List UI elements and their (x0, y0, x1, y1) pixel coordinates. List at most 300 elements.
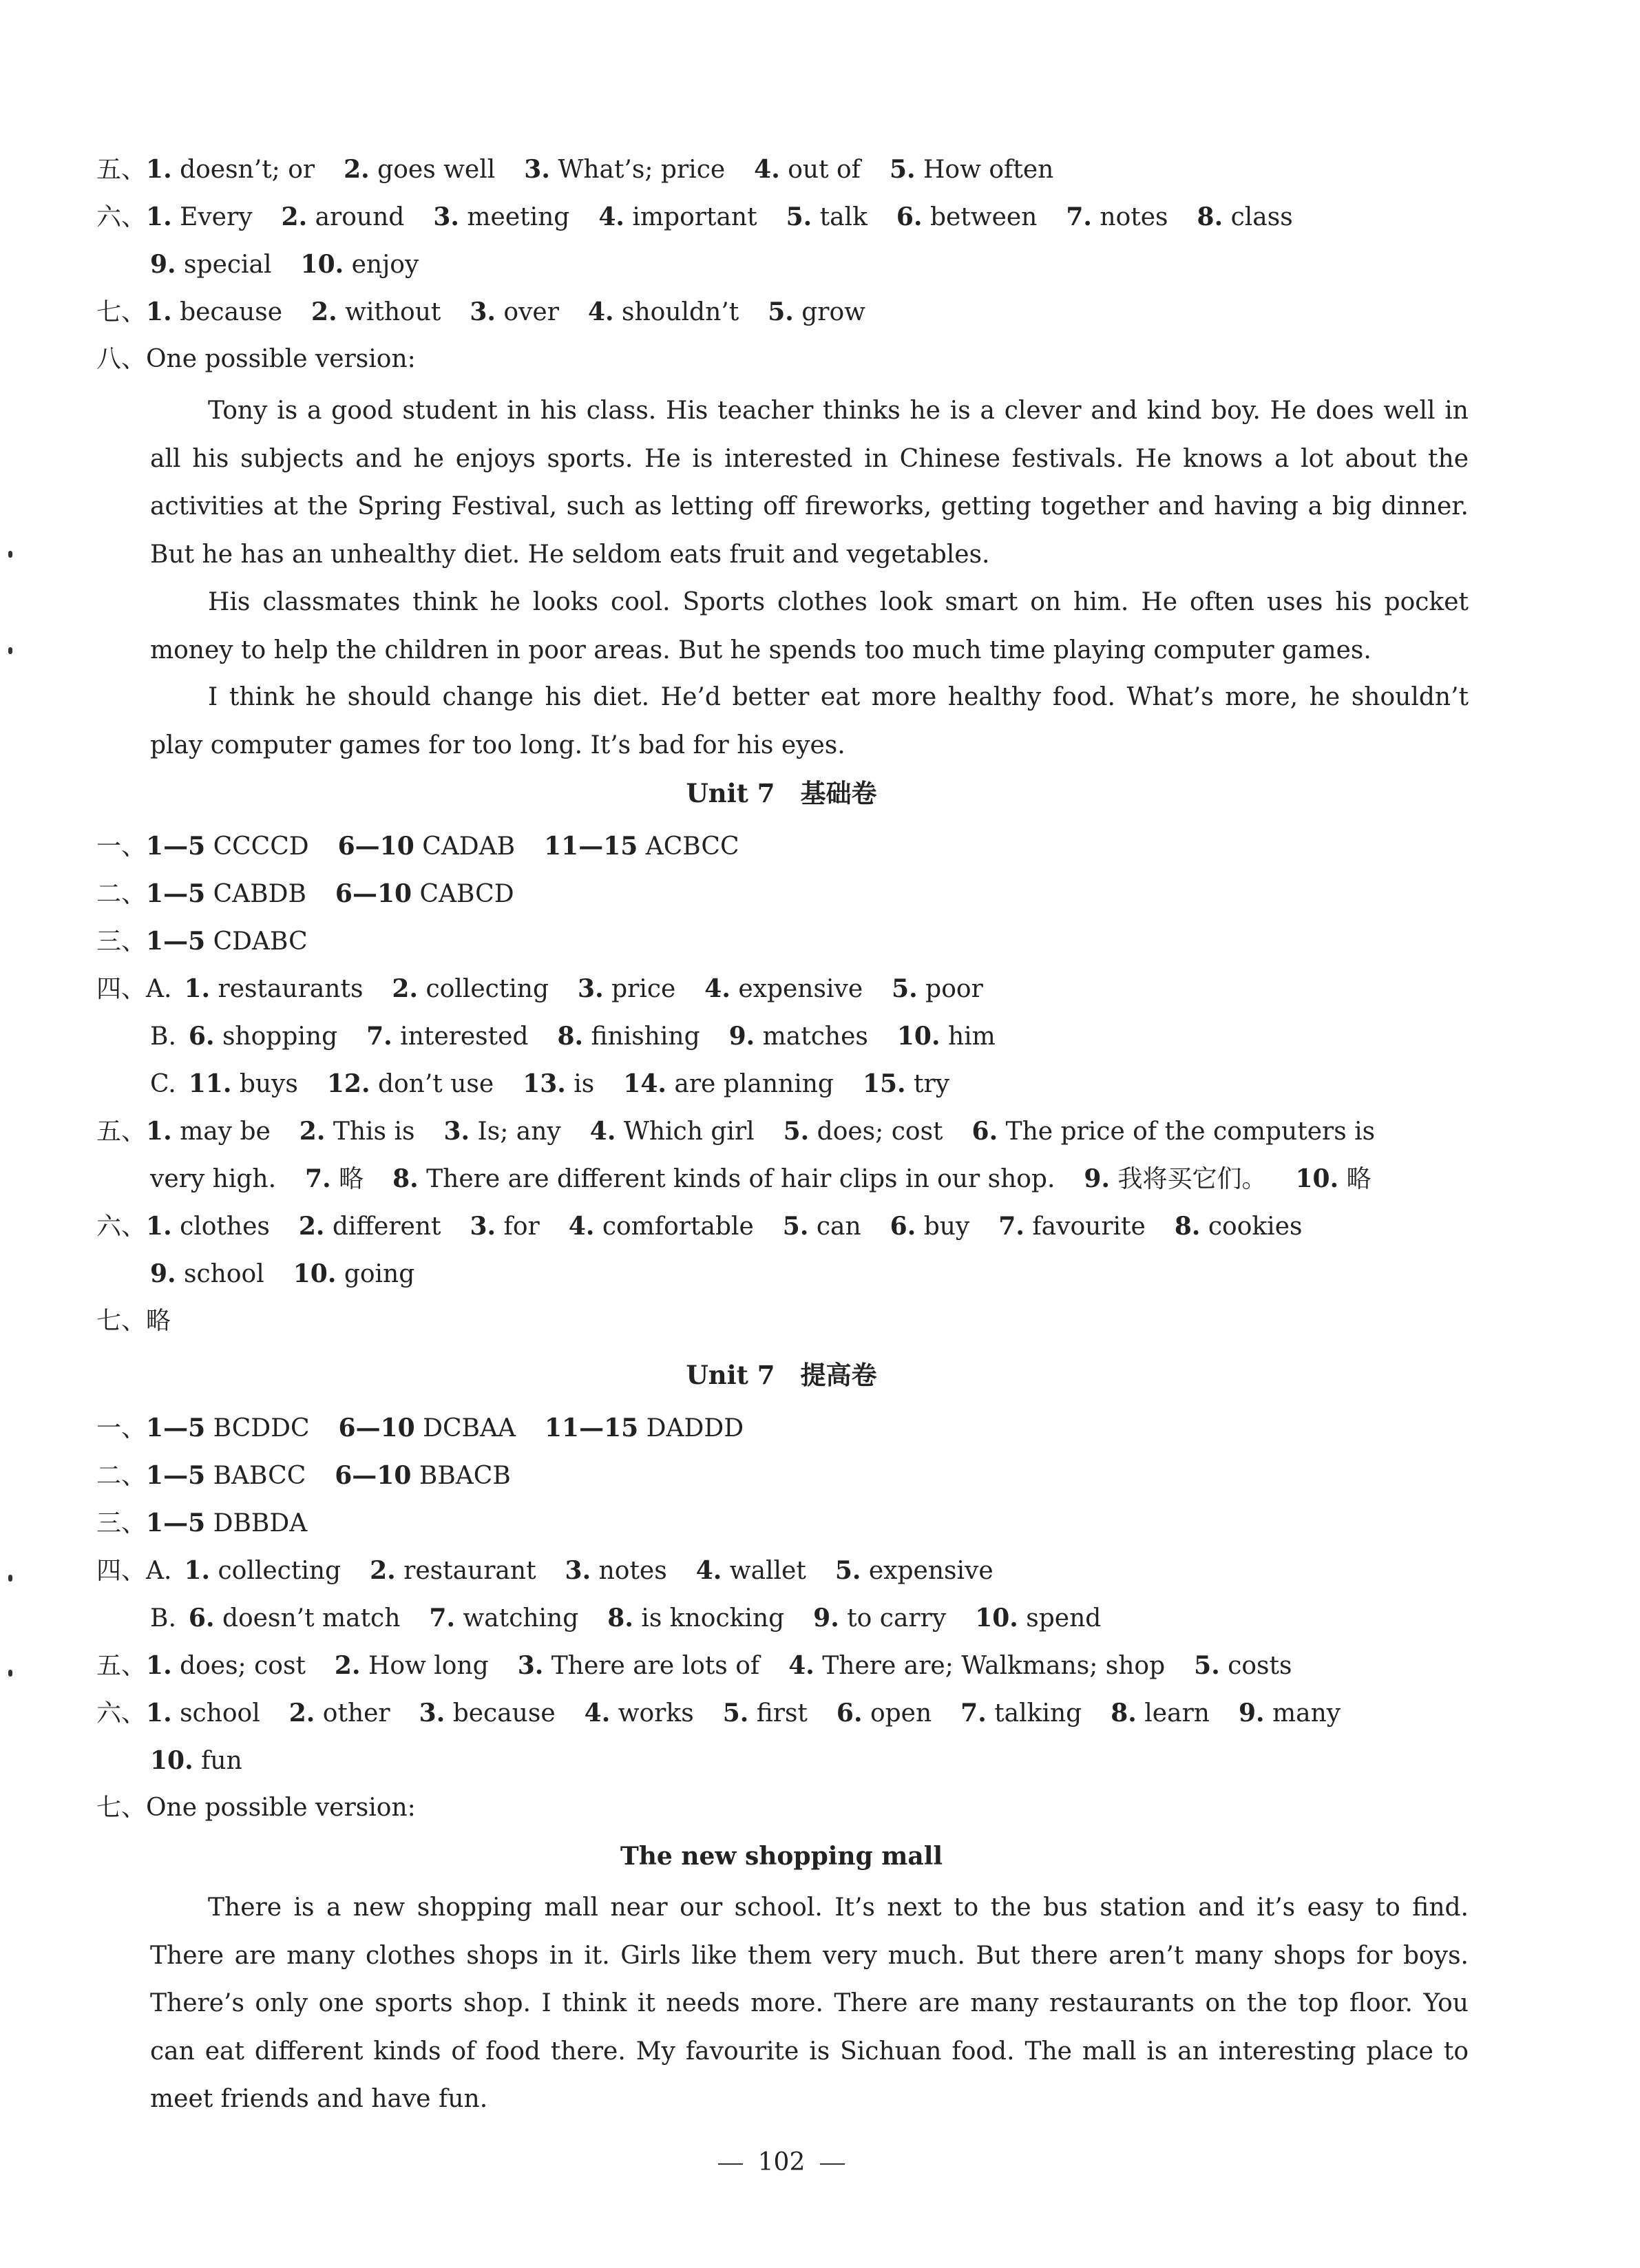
answer-item (1084, 1165, 1266, 1193)
answer-text: interested (400, 1022, 529, 1051)
answer-text: 略 (339, 1165, 364, 1193)
answer-item (146, 156, 315, 184)
answer-number: 10. (150, 1746, 193, 1775)
answer-text: does; cost (817, 1117, 943, 1146)
answer-number: 5. (782, 1212, 809, 1241)
answer-number: 14. (623, 1069, 666, 1098)
answer-text: school (184, 1260, 264, 1288)
answer-item (146, 1117, 271, 1146)
answer-number: 10. (896, 1022, 940, 1051)
answer-item (305, 1165, 364, 1193)
answer-text: goes well (377, 156, 496, 184)
answer-text: Which girl (623, 1117, 755, 1146)
answer-text: between (929, 203, 1038, 231)
section-label: 三、 (96, 1509, 147, 1537)
answer-text: spend (1026, 1604, 1102, 1632)
answer-text: expensive (738, 975, 863, 1003)
answer-item (189, 1604, 401, 1632)
answer-item (429, 1604, 578, 1632)
answer-text: DCBAA (423, 1414, 516, 1442)
answer-number: 10. (975, 1604, 1018, 1632)
answer-text: buy (923, 1212, 970, 1241)
answer-item (972, 1117, 1376, 1146)
answer-number: 1. (146, 1212, 172, 1241)
answer-text: are planning (674, 1070, 834, 1098)
answer-number: 2. (311, 297, 337, 326)
b-s1 (96, 832, 1473, 861)
answer-text: talk (819, 203, 868, 231)
answer-number: 1—5 (146, 879, 206, 908)
answer-item (146, 1652, 306, 1680)
c-s4-a: 四、A. 1. collecting 2. restaurant 3. notes 4. wallet 5. expensive (96, 1556, 994, 1585)
answer-item (565, 1557, 667, 1585)
answer-text: watching (463, 1604, 579, 1632)
footer-dash-right (820, 2163, 845, 2165)
answer-number: 5. (1194, 1651, 1220, 1680)
essay-paragraph-3: I think he should change his diet. He’d better eat more healthy food. What’s more, he shouldn’t play computer games for too long. It’s bad for his eyes. (150, 683, 1469, 759)
answer-text: special (184, 251, 272, 279)
section-label: 五、 (96, 156, 147, 184)
answer-item (585, 1699, 694, 1728)
answer-number: 7. (960, 1699, 987, 1728)
section-label: 八、 (96, 345, 147, 373)
answer-item (696, 1557, 806, 1585)
answer-number: 3. (470, 1212, 496, 1241)
answer-item (813, 1604, 946, 1632)
answer-item (784, 1117, 943, 1146)
answer-item (150, 1747, 242, 1775)
answer-item (189, 1022, 337, 1051)
answer-number: 9. (728, 1022, 755, 1051)
answer-item (146, 927, 308, 956)
answer-text: try (914, 1070, 950, 1098)
unit7-advanced-title: Unit 7 提高卷 (686, 1360, 877, 1390)
answer-text: because (180, 298, 283, 326)
answer-number: 3. (470, 297, 496, 326)
answer-item (311, 298, 441, 326)
b-s5 (96, 1117, 1473, 1146)
answer-text: is (574, 1070, 595, 1098)
answer-number: 9. (813, 1604, 839, 1632)
answer-text: There are lots of (551, 1652, 760, 1680)
answer-item (184, 975, 363, 1003)
answer-number: 1—5 (146, 832, 206, 861)
section-label: 五、 (96, 1652, 147, 1680)
answer-item (863, 1070, 949, 1098)
answer-text: talking (994, 1699, 1082, 1728)
answer-item (1111, 1699, 1210, 1728)
answer-number: 5. (889, 155, 916, 184)
answer-text: other (322, 1699, 390, 1728)
a-s8 (96, 346, 1473, 373)
b-s2 (96, 880, 1473, 908)
answer-number: 1—5 (146, 927, 206, 956)
c-s2 (96, 1462, 1473, 1490)
answer-number: 7. (1066, 202, 1092, 231)
footer-dash-left (718, 2163, 743, 2165)
answer-number: 3. (578, 974, 604, 1003)
answer-number: 6—10 (338, 1414, 415, 1442)
answer-item (1175, 1212, 1303, 1241)
answer-number: 1. (146, 1117, 172, 1146)
answer-number: 12. (326, 1069, 370, 1098)
answer-item (338, 832, 515, 861)
answer-item (146, 1462, 306, 1490)
answer-text: first (756, 1699, 808, 1728)
answer-item (1239, 1699, 1341, 1728)
answer-number: 11. (188, 1069, 232, 1098)
answer-item (293, 1260, 415, 1288)
answer-item (189, 1070, 298, 1098)
answer-number: 2. (370, 1556, 396, 1585)
answer-number: 3. (565, 1556, 591, 1585)
answer-item (1194, 1652, 1292, 1680)
answer-item (146, 1212, 270, 1241)
answer-item (301, 251, 419, 279)
answer-number: 3. (517, 1651, 544, 1680)
answer-number: 4. (589, 1117, 616, 1146)
answer-text: fun (201, 1747, 242, 1775)
section-label: 六、 (96, 1699, 147, 1728)
answer-item (598, 203, 757, 231)
page-footer (0, 2149, 1563, 2176)
answer-number: 9. (1238, 1699, 1265, 1728)
answer-number: 6. (188, 1022, 215, 1051)
answer-text: over (503, 298, 559, 326)
a-s6-cont (150, 251, 1527, 279)
section-label: 二、 (96, 880, 147, 908)
answer-number: 6—10 (335, 1461, 412, 1490)
answer-number: 4. (587, 297, 614, 326)
answer-item (366, 1022, 528, 1051)
answer-item (998, 1212, 1146, 1241)
answer-item (150, 1260, 264, 1288)
answer-item (282, 203, 405, 231)
answer-text: is knocking (641, 1604, 785, 1632)
answer-text: him (947, 1022, 996, 1051)
answer-text: for (503, 1212, 540, 1241)
answer-text: learn (1144, 1699, 1210, 1728)
answer-text: buys (239, 1070, 298, 1098)
answer-item (837, 1699, 932, 1728)
answer-text: 我将买它们。 (1117, 1165, 1267, 1193)
answer-text: going (344, 1260, 415, 1288)
answer-number: 11—15 (545, 1414, 639, 1442)
answer-number: 8. (1174, 1212, 1201, 1241)
answer-number: 4. (788, 1651, 814, 1680)
answer-item (146, 1414, 310, 1442)
answer-item (335, 1462, 511, 1490)
b-s6-cont (150, 1260, 1527, 1288)
section-label: 六、 (96, 1212, 147, 1241)
answer-item (299, 1212, 441, 1241)
essay-intro: One possible version: (146, 1794, 416, 1822)
answer-item (289, 1699, 390, 1728)
answer-text: shouldn’t (622, 298, 739, 326)
answer-text: works (618, 1699, 694, 1728)
answer-text: DBBDA (213, 1509, 308, 1537)
answer-item (433, 203, 569, 231)
answer-text: comfortable (602, 1212, 754, 1241)
answer-number: 3. (443, 1117, 470, 1146)
answer-text: class (1230, 203, 1293, 231)
answer-number: 1—5 (146, 1461, 206, 1490)
answer-item (335, 1652, 489, 1680)
answer-item (146, 1509, 307, 1537)
answer-item (545, 1414, 744, 1442)
answer-text: How often (923, 156, 1054, 184)
answer-text: very high. (150, 1165, 277, 1193)
answer-number: 7. (366, 1022, 392, 1051)
answer-item (150, 1165, 276, 1193)
answer-item (786, 203, 868, 231)
answer-text: CCCCD (213, 832, 309, 861)
answer-item (1295, 1165, 1371, 1193)
section-label: 二、 (96, 1462, 147, 1490)
c-s1 (96, 1414, 1473, 1442)
answer-text: CABCD (419, 880, 514, 908)
answer-number: 1. (184, 974, 211, 1003)
answer-text: wallet (729, 1557, 806, 1585)
answer-text: ACBCC (645, 832, 739, 861)
answer-text: cookies (1208, 1212, 1303, 1241)
page-number: 102 (757, 2148, 806, 2176)
answer-text: CABDB (213, 880, 306, 908)
answer-item (150, 251, 272, 279)
answer-text: BABCC (213, 1462, 306, 1490)
answer-item (1066, 203, 1168, 231)
answer-item (544, 832, 739, 861)
answer-number: 1. (146, 1699, 172, 1728)
answer-text: DADDD (646, 1414, 744, 1442)
answer-text: Every (180, 203, 253, 231)
answer-number: 9. (1084, 1164, 1111, 1193)
answer-text: restaurant (403, 1557, 536, 1585)
answer-number: 4. (568, 1212, 595, 1241)
answer-number: 2. (298, 1212, 325, 1241)
answer-text: out of (788, 156, 861, 184)
answer-text: Is; any (477, 1117, 561, 1146)
b-s4-a: 四、A. 1. restaurants 2. collecting 3. price 4. expensive 5. poor (96, 974, 983, 1003)
answer-number: 3. (524, 155, 550, 184)
answer-number: 5. (768, 297, 794, 326)
section-label: 一、 (96, 1414, 147, 1442)
answer-text: costs (1228, 1652, 1292, 1680)
answer-text: poor (925, 975, 983, 1003)
essay-title: The new shopping mall (620, 1842, 943, 1871)
b-s5-cont (150, 1165, 1527, 1193)
answer-item (960, 1699, 1082, 1728)
answer-number: 3. (419, 1699, 445, 1728)
answer-item (729, 1022, 868, 1051)
answer-item (1197, 203, 1293, 231)
answer-item (557, 1022, 700, 1051)
answer-item (835, 1557, 994, 1585)
answer-item (723, 1699, 808, 1728)
answer-item (299, 1117, 415, 1146)
answer-text: important (632, 203, 757, 231)
b-s4-b: B. 6. shopping 7. interested 8. finishing 9. matches 10. him (150, 1022, 996, 1051)
answer-item (897, 1022, 996, 1051)
answer-number: 6. (836, 1699, 863, 1728)
answer-text: different (332, 1212, 441, 1241)
answer-item (419, 1699, 556, 1728)
answer-item (339, 1414, 516, 1442)
answer-number: 7. (305, 1164, 331, 1193)
answer-text: BBACB (419, 1462, 511, 1490)
answer-text: favourite (1032, 1212, 1146, 1241)
answer-number: 6—10 (337, 832, 414, 861)
answer-text: There are; Walkmans; shop (822, 1652, 1166, 1680)
answer-text: How long (368, 1652, 489, 1680)
answer-text: to carry (847, 1604, 947, 1632)
answer-text: CADAB (422, 832, 516, 861)
answer-text: matches (762, 1022, 868, 1051)
answer-item (443, 1117, 560, 1146)
c-s6-cont (150, 1747, 1527, 1775)
answer-number: 8. (392, 1164, 419, 1193)
answer-number: 8. (1111, 1699, 1137, 1728)
answer-number: 5. (892, 974, 918, 1003)
a-s5 (96, 156, 1473, 184)
answer-item (344, 156, 495, 184)
answer-item (578, 975, 675, 1003)
answer-number: 7. (998, 1212, 1024, 1241)
b-s6 (96, 1212, 1473, 1241)
answer-number: 4. (584, 1699, 611, 1728)
answer-number: 13. (523, 1069, 566, 1098)
answer-number: 1. (146, 202, 172, 231)
answer-text: school (180, 1699, 260, 1728)
answer-item (783, 1212, 861, 1241)
c-s4-b: B. 6. doesn’t match 7. watching 8. is knocking 9. to carry 10. spend (150, 1604, 1102, 1632)
scan-mark (8, 551, 12, 558)
answer-number: 6. (188, 1604, 215, 1632)
answer-number: 5. (722, 1699, 749, 1728)
answer-text: shopping (222, 1022, 338, 1051)
answer-item (607, 1604, 784, 1632)
section-label: 四、 (96, 975, 147, 1003)
answer-item (524, 156, 725, 184)
answer-item (146, 832, 309, 861)
answer-number: 6—10 (335, 879, 412, 908)
essay-intro: One possible version: (146, 345, 416, 373)
answer-text: collecting (425, 975, 549, 1003)
answer-text: does; cost (180, 1652, 306, 1680)
scan-mark (8, 647, 12, 654)
section-label: 七、 (96, 1794, 147, 1822)
section-label: 七、 (96, 1307, 147, 1335)
answer-number: 2. (344, 155, 370, 184)
answer-number: 15. (862, 1069, 906, 1098)
answer-number: 5. (783, 1117, 810, 1146)
answer-item (370, 1557, 536, 1585)
answer-text: can (816, 1212, 861, 1241)
c-s5 (96, 1652, 1473, 1680)
section-label: 五、 (96, 1117, 147, 1146)
answer-item (184, 1557, 341, 1585)
scan-mark (8, 1575, 12, 1582)
essay-mall: There is a new shopping mall near our school. It’s next to the bus station and it’s easy to find. There are many clothes shops in it. Girls like them very much. But there aren’t many shops for boys. There’s only one sports shop. I think it needs more. There are many restaurants on the top floor. You can eat different kinds of food there. My favourite is Sichuan food. The mall is an interesting place to meet friends and have fun. (150, 1893, 1469, 2113)
answer-text: CDABC (213, 927, 308, 956)
section-label: 七、 (96, 298, 147, 326)
answer-text: don’t use (377, 1070, 494, 1098)
answer-number: 1—5 (146, 1509, 206, 1537)
answer-number: 2. (392, 974, 419, 1003)
answer-text: doesn’t match (222, 1604, 401, 1632)
answer-number: 1. (146, 155, 172, 184)
a-s7 (96, 298, 1473, 326)
answer-item (588, 298, 739, 326)
answer-number: 2. (299, 1117, 326, 1146)
section-label: 六、 (96, 203, 147, 231)
answer-item (470, 1212, 540, 1241)
answer-item (392, 975, 549, 1003)
answer-number: 1. (146, 297, 172, 326)
scan-mark (8, 1670, 12, 1677)
answer-text: 略 (1346, 1165, 1371, 1193)
answer-item (146, 1699, 260, 1728)
answer-text: notes (1100, 203, 1168, 231)
answer-item (392, 1165, 1055, 1193)
answer-number: 10. (1295, 1164, 1339, 1193)
c-s6 (96, 1699, 1473, 1728)
answer-item (335, 880, 514, 908)
answer-number: 7. (429, 1604, 455, 1632)
answer-item (975, 1604, 1101, 1632)
answer-text: BCDDC (213, 1414, 310, 1442)
answer-text: collecting (218, 1557, 341, 1585)
answer-text: This is (333, 1117, 415, 1146)
answer-text: restaurants (218, 975, 364, 1003)
answer-item (146, 880, 306, 908)
answer-item (518, 1652, 760, 1680)
answer-item (327, 1070, 494, 1098)
answer-text: open (870, 1699, 932, 1728)
answer-text: expensive (868, 1557, 994, 1585)
answer-item (146, 203, 253, 231)
answer-number: 10. (300, 250, 344, 279)
answer-number: 6. (896, 202, 923, 231)
answer-number: 2. (281, 202, 308, 231)
c-s7 (96, 1794, 1473, 1822)
answer-item (523, 1070, 594, 1098)
answer-number: 9. (150, 1259, 176, 1288)
answer-item (892, 975, 983, 1003)
answer-number: 8. (607, 1604, 633, 1632)
answer-text: notes (598, 1557, 667, 1585)
answer-number: 6. (971, 1117, 998, 1146)
answer-number: 2. (334, 1651, 361, 1680)
answer-number: 4. (598, 202, 624, 231)
answer-item (890, 156, 1053, 184)
answer-number: 4. (754, 155, 780, 184)
answer-number: 5. (834, 1556, 861, 1585)
b-s4-c: C. 11. buys 12. don’t use 13. is 14. are planning 15. try (150, 1069, 950, 1098)
answer-number: 10. (293, 1259, 337, 1288)
answer-text: What’s; price (558, 156, 726, 184)
answer-text: grow (801, 298, 865, 326)
c-s3 (96, 1509, 1473, 1537)
answer-text: price (611, 975, 676, 1003)
answer-item (890, 1212, 970, 1241)
answer-number: 4. (695, 1556, 722, 1585)
b-s7: 七、略 (96, 1307, 171, 1335)
answer-number: 1. (184, 1556, 211, 1585)
answer-number: 2. (288, 1699, 315, 1728)
answer-item (623, 1070, 834, 1098)
answer-number: 1—5 (146, 1414, 206, 1442)
